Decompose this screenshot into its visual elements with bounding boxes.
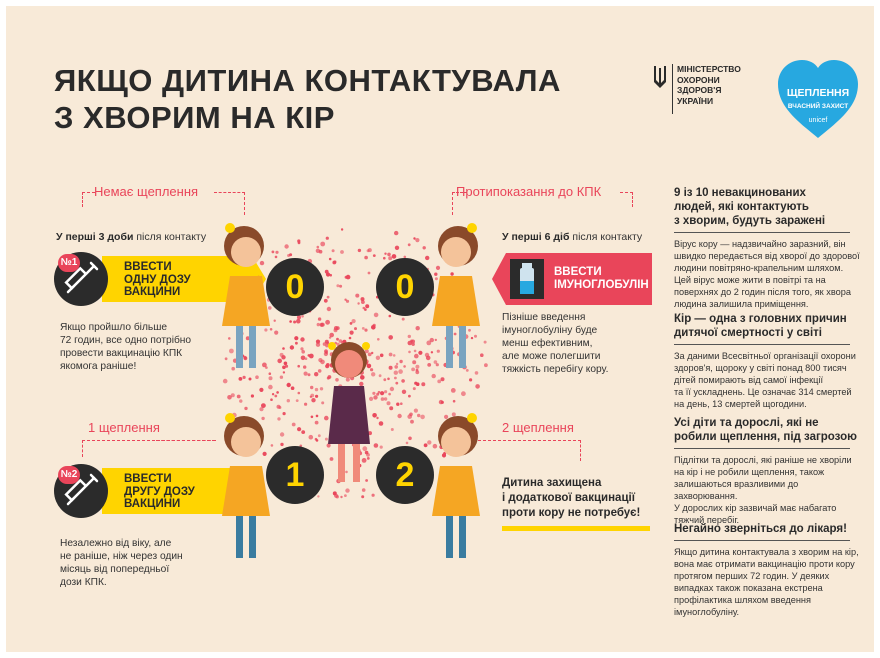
infection-dot — [416, 369, 419, 372]
infection-dot — [383, 378, 386, 381]
infection-dot — [231, 393, 235, 397]
svg-text:unicef: unicef — [808, 117, 828, 124]
infection-dot — [272, 393, 274, 395]
infection-dot — [390, 387, 394, 391]
infection-dot — [305, 357, 308, 360]
count-circle-contraindication: 0 — [376, 258, 434, 316]
infection-dot — [276, 391, 279, 394]
infection-dot — [318, 369, 322, 373]
infection-dot — [408, 335, 411, 338]
girl-illustration — [426, 406, 486, 566]
infection-dot — [409, 413, 413, 417]
infection-dot — [223, 379, 228, 384]
infection-dot — [364, 256, 368, 260]
infection-dot — [301, 430, 305, 434]
fact-block-2 — [674, 312, 864, 410]
infection-dot — [461, 391, 466, 396]
infection-dot — [249, 378, 252, 381]
infection-dot — [314, 372, 318, 376]
infection-dot — [414, 354, 419, 359]
infection-dot — [296, 399, 299, 402]
infection-dot — [346, 275, 351, 280]
ministry-logo — [652, 64, 762, 124]
infection-dot — [377, 338, 380, 341]
infection-dot — [362, 488, 366, 492]
infection-dot — [387, 378, 390, 381]
label-two-doses: 2 щеплення — [502, 420, 574, 435]
infection-dot — [384, 253, 386, 255]
infection-dot — [412, 360, 416, 364]
action-second-dose: ВВЕСТИ ДРУГУ ДОЗУ ВАКЦИНИ №2 — [54, 464, 264, 518]
infection-dot — [277, 417, 280, 420]
infection-dot — [441, 401, 444, 404]
infection-dot — [340, 496, 342, 498]
infection-dot — [326, 272, 330, 276]
infection-dot — [389, 353, 393, 357]
infection-dot — [453, 400, 456, 403]
infection-dot — [326, 237, 329, 240]
fact-heading: 9 із 10 невакцинованих людей, які контактують з хворим, будуть заражені — [674, 187, 826, 227]
infection-dot — [363, 307, 366, 310]
infection-dot — [325, 320, 330, 325]
infection-dot — [394, 377, 397, 380]
infection-dot — [239, 399, 242, 402]
infection-dot — [413, 237, 415, 239]
infection-dot — [408, 395, 411, 398]
infection-dot — [282, 347, 285, 350]
girl-illustration — [426, 216, 486, 376]
infection-dot — [379, 421, 384, 426]
infection-dot — [259, 388, 263, 392]
svg-text:ЩЕПЛЕННЯ: ЩЕПЛЕННЯ — [786, 87, 850, 99]
step-number-1: №1 — [58, 254, 80, 272]
infection-dot — [277, 359, 282, 364]
infection-dot — [402, 318, 405, 321]
infection-dot — [400, 402, 403, 405]
infection-dot — [376, 356, 380, 360]
infection-dot — [287, 383, 291, 387]
infection-dot — [274, 395, 277, 398]
fact-heading: Кір — одна з головних причин дитячої смертності у світі — [674, 313, 847, 339]
infection-dot — [414, 382, 417, 385]
infection-dot — [304, 372, 308, 376]
vaccination-badge — [776, 58, 860, 140]
infection-dot — [417, 414, 420, 417]
infection-dot — [251, 394, 254, 397]
infection-dot — [311, 398, 315, 402]
ministry-name: МІНІСТЕРСТВО ОХОРОНИ ЗДОРОВ'Я УКРАЇНИ — [677, 64, 741, 106]
infection-dot — [289, 320, 292, 323]
infection-dot — [284, 244, 288, 248]
infection-dot — [378, 391, 381, 394]
infection-dot — [391, 428, 394, 431]
infection-dot — [295, 342, 298, 345]
infection-dot — [278, 406, 281, 409]
infection-dot — [291, 386, 295, 390]
girl-illustration — [216, 406, 276, 566]
infection-dot — [304, 403, 307, 406]
infection-dot — [297, 365, 300, 368]
infection-dot — [280, 353, 284, 357]
infection-dot — [280, 432, 284, 436]
fact-text: Підлітки та дорослі, які раніше не хворіли на кір і не робили щеплення, також залишаються вразливими до захворювання. У дорослих кір зазвичай має набагато тяжчий перебіг. — [674, 455, 852, 525]
infection-dot — [358, 249, 361, 252]
infection-dot — [475, 384, 480, 389]
infection-dot — [361, 495, 364, 498]
infection-dot — [355, 294, 359, 298]
infection-dot — [287, 254, 290, 257]
note-contraindication: Пізніше введення імуноглобуліну буде менш ефективним, але може полегшити тяжкість перебігу кору. — [502, 312, 609, 375]
action-one-dose: ВВЕСТИ ОДНУ ДОЗУ ВАКЦИНИ №1 — [54, 252, 264, 306]
infection-dot — [469, 378, 472, 381]
infection-dot — [401, 379, 405, 383]
vial-icon — [510, 259, 544, 299]
sick-girl-illustration — [324, 336, 374, 486]
infection-dot — [414, 409, 418, 413]
infection-dot — [387, 253, 391, 257]
infection-dot — [303, 365, 306, 368]
infection-dot — [416, 326, 420, 330]
infection-dot — [367, 249, 370, 252]
infection-dot — [318, 434, 321, 437]
label-contraindication: Протипоказання до КПК — [456, 184, 602, 199]
infection-dot — [270, 398, 273, 401]
infection-dot — [341, 228, 343, 230]
infection-dot — [394, 365, 398, 369]
infection-dot — [296, 319, 301, 324]
infection-dot — [396, 403, 399, 406]
infection-dot — [410, 420, 414, 424]
infection-dot — [354, 327, 357, 330]
infection-dot — [451, 388, 456, 393]
infection-dot — [362, 327, 365, 330]
infection-dot — [269, 376, 273, 380]
infection-dot — [406, 442, 409, 445]
infection-dot — [292, 423, 296, 427]
fact-block-4 — [674, 522, 864, 618]
infection-dot — [352, 319, 356, 323]
heart-icon — [776, 58, 860, 140]
note-one-dose: Незалежно від віку, але не раніше, ніж через один місяць від попередньої дози КПК. — [60, 538, 183, 588]
infection-dot — [316, 439, 319, 442]
infection-dot — [372, 494, 375, 497]
count-circle-no-vaccine: 0 — [266, 258, 324, 316]
infection-dot — [293, 321, 296, 324]
infection-dot — [350, 331, 354, 335]
infection-dot — [403, 365, 406, 368]
infection-dot — [301, 356, 306, 361]
infection-dot — [437, 380, 441, 384]
infection-dot — [315, 388, 318, 391]
infection-dot — [320, 242, 325, 247]
timing-contraindication: У перші 6 діб після контакту — [502, 231, 643, 243]
infection-dot — [410, 340, 413, 343]
infection-dot — [327, 307, 331, 311]
infection-dot — [297, 239, 300, 242]
infection-dot — [284, 362, 288, 366]
infection-dot — [418, 351, 422, 355]
trident-icon — [652, 64, 668, 90]
infection-dot — [413, 387, 416, 390]
infection-dot — [388, 393, 391, 396]
infection-dot — [344, 494, 347, 497]
infection-dot — [384, 390, 387, 393]
note-two-doses: Дитина захищена і додаткової вакцинації проти кору не потребує! — [502, 477, 641, 519]
infection-dot — [408, 437, 412, 441]
title-line-2: З ХВОРИМ НА КІР — [54, 100, 335, 135]
infection-dot — [380, 354, 384, 358]
infection-dot — [421, 382, 425, 386]
infection-dot — [280, 376, 283, 379]
infection-dot — [317, 246, 320, 249]
infection-dot — [380, 391, 384, 395]
infection-dot — [309, 435, 314, 440]
infection-dot — [332, 249, 335, 252]
step-number-2: №2 — [58, 466, 80, 484]
infection-dot — [420, 415, 425, 420]
fact-block-3 — [674, 416, 864, 526]
infection-dot — [327, 296, 330, 299]
infection-dot — [399, 360, 402, 363]
infection-dot — [408, 351, 411, 354]
infection-dot — [332, 261, 336, 265]
infection-dot — [364, 329, 367, 332]
infection-dot — [389, 366, 393, 370]
infection-dot — [395, 246, 399, 250]
infection-dot — [345, 488, 349, 492]
infection-dot — [321, 323, 325, 327]
page-title — [54, 62, 561, 136]
infection-dot — [411, 368, 415, 372]
infection-dot — [301, 350, 305, 354]
fact-block-1 — [674, 186, 864, 310]
infographic-page — [6, 6, 874, 652]
infection-dot — [376, 417, 378, 419]
infection-dot — [310, 394, 314, 398]
infection-dot — [283, 412, 286, 415]
infection-dot — [283, 371, 285, 373]
infection-dot — [361, 297, 365, 301]
fact-text: За даними Всесвітньої організації охорони здоров'я, щороку у світі понад 800 тисяч дітей помирають від самої інфекції та її ускладнень. Це означає 314 смертей на день, 13 смертей щогодини. — [674, 351, 856, 409]
infection-dot — [339, 285, 342, 288]
infection-dot — [414, 350, 417, 353]
infection-dot — [388, 335, 393, 340]
infection-dot — [334, 326, 338, 330]
infection-dot — [311, 416, 314, 419]
count-circle-two-doses: 2 — [376, 446, 434, 504]
svg-text:ВЧАСНИЙ ЗАХИСТ: ВЧАСНИЙ ЗАХИСТ — [787, 103, 849, 110]
infection-dot — [298, 392, 301, 395]
infection-dot — [384, 397, 387, 400]
infection-dot — [368, 272, 371, 275]
infection-dot — [408, 243, 411, 246]
infection-dot — [336, 284, 339, 287]
infection-dot — [379, 374, 382, 377]
infection-dot — [334, 494, 338, 498]
infection-dot — [317, 323, 320, 326]
infection-dot — [308, 373, 311, 376]
infection-dot — [318, 317, 321, 320]
infection-dot — [415, 238, 419, 242]
note-no-vaccine: Якщо пройшло більше 72 годин, все одно потрібно провести вакцинацію КПК якомога раніше! — [60, 322, 192, 372]
infection-dot — [395, 382, 398, 385]
infection-dot — [318, 358, 322, 362]
infection-dot — [310, 386, 313, 389]
fact-heading: Усі діти та дорослі, які не робили щеплення, під загрозою — [674, 417, 857, 443]
infection-dot — [287, 399, 290, 402]
infection-dot — [402, 390, 406, 394]
infection-dot — [316, 249, 320, 253]
girl-illustration — [216, 216, 276, 376]
infection-dot — [346, 300, 349, 303]
count-circle-one-dose: 1 — [266, 446, 324, 504]
timing-no-vaccine: У перші 3 доби після контакту — [56, 231, 207, 243]
infection-dot — [387, 401, 391, 405]
infection-dot — [237, 395, 241, 399]
highlight-bar — [502, 526, 650, 531]
infection-dot — [394, 371, 398, 375]
infection-dot — [316, 340, 320, 344]
infection-dot — [441, 377, 445, 381]
label-no-vaccine: Немає щеплення — [94, 184, 199, 199]
infection-dot — [393, 354, 396, 357]
fact-heading: Негайно зверніться до лікаря! — [674, 523, 847, 535]
fact-text: Вірус кору — надзвичайно заразний, він швидко передається від хворої до здорової людини повітряно-крапельним шляхом. Цей вірус може жити в повітрі та на поверхнях до 2 годин після того, як хвора людина залишила приміщення. — [674, 239, 860, 309]
infection-dot — [315, 421, 319, 425]
infection-dot — [365, 304, 369, 308]
action-immunoglobulin: ВВЕСТИ ІМУНОГЛОБУЛІН — [492, 253, 652, 305]
infection-dot — [398, 369, 403, 374]
infection-dot — [415, 365, 419, 369]
title-line-1: ЯКЩО ДИТИНА КОНТАКТУВАЛА — [54, 63, 561, 98]
infection-dot — [315, 395, 318, 398]
infection-dot — [389, 406, 393, 410]
label-one-dose: 1 щеплення — [88, 420, 160, 435]
infection-dot — [381, 397, 385, 401]
infection-dot — [297, 427, 301, 431]
infection-dot — [324, 299, 328, 303]
infection-dot — [243, 376, 246, 379]
infection-dot — [294, 336, 298, 340]
infection-dot — [340, 250, 344, 254]
infection-dot — [239, 377, 243, 381]
infection-dot — [396, 363, 398, 365]
fact-text: Якщо дитина контактувала з хворим на кір, вона має отримати вакцинацію проти кору протягом перших 72 годин. У деяких випадках також показана екстрена профілактика шляхом введення імуноглобуліну. — [674, 547, 859, 617]
infection-dot — [373, 254, 376, 257]
infection-dot — [329, 258, 332, 261]
infection-dot — [268, 385, 273, 390]
infection-dot — [316, 415, 319, 418]
infection-dot — [320, 387, 323, 390]
infection-dot — [371, 325, 376, 330]
infection-dot — [397, 414, 401, 418]
infection-dot — [300, 337, 304, 341]
infection-dot — [394, 231, 398, 235]
infection-dot — [309, 354, 314, 359]
infection-dot — [290, 345, 294, 349]
infection-dot — [357, 302, 359, 304]
